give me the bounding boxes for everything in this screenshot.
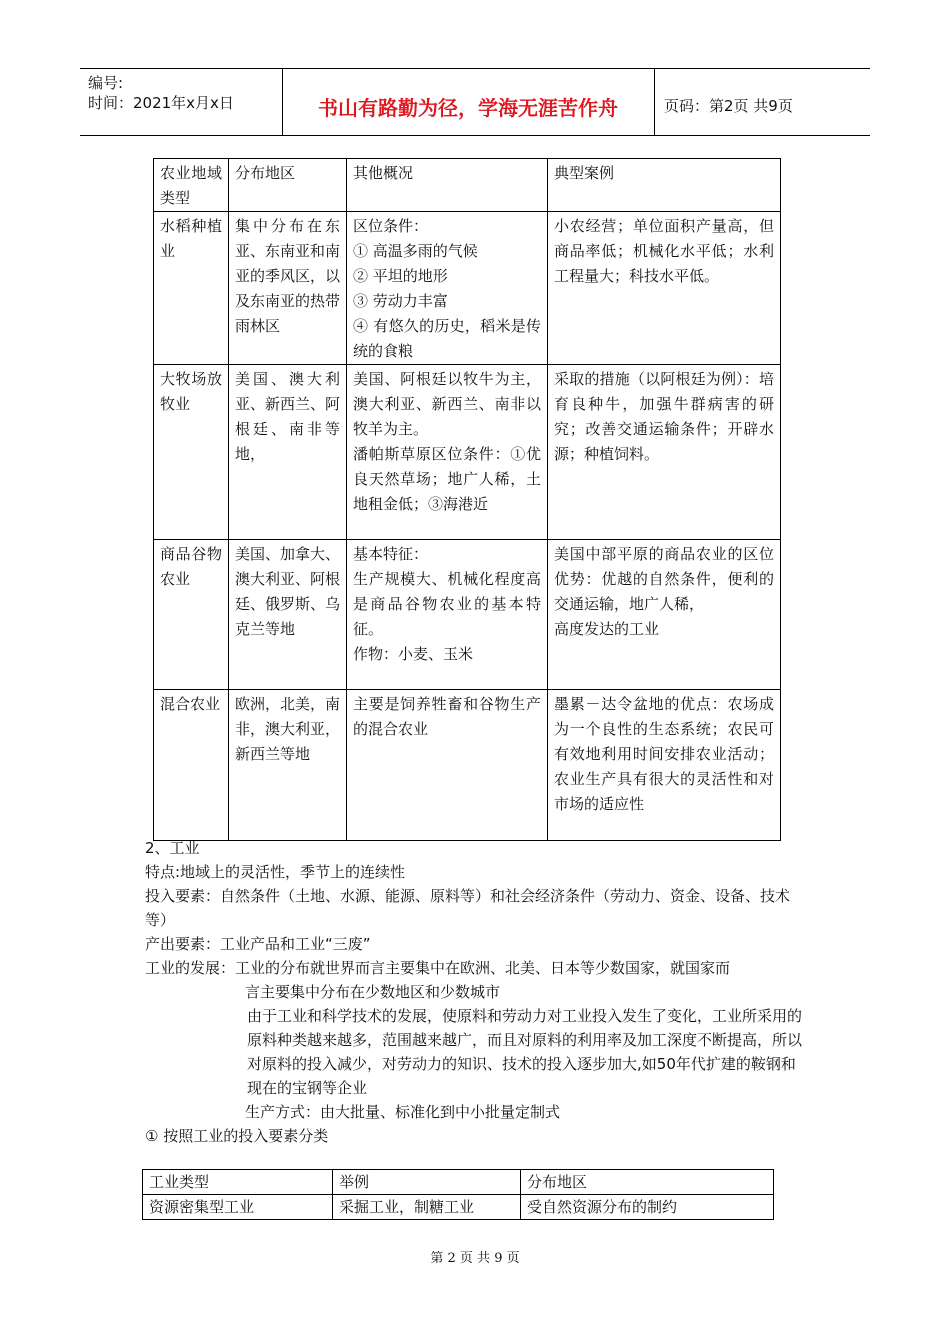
- header-page-label: 页码：第2页 共9页: [664, 97, 793, 115]
- header-cell: 其他概况: [347, 159, 548, 212]
- table-cell: 受自然资源分布的制约: [521, 1195, 774, 1220]
- header-motto: 书山有路勤为径，学海无涯苦作舟: [318, 96, 618, 120]
- overview-line: ① 高温多雨的气候: [353, 242, 478, 260]
- overview-line: 基本特征：: [353, 545, 429, 563]
- agri-region-cell: 欧洲，北美，南非，澳大利亚，新西兰等地: [229, 690, 347, 841]
- header-cell: 分布地区: [229, 159, 347, 212]
- header-cell: 农业地域类型: [154, 159, 229, 212]
- doc-code-label: 编号:: [88, 74, 124, 92]
- agri-type-cell: 商品谷物农业: [154, 540, 229, 690]
- agri-case-cell: 墨累－达令盆地的优点：农场成为一个良性的生态系统；农民可有效地利用时间安排农业活动；农业生产具有很大的灵活性和对市场的适应性: [548, 690, 781, 841]
- table-row: [154, 540, 781, 690]
- industry-section: [145, 836, 810, 1148]
- development-text: 工业的分布就世界而言主要集中在欧洲、北美、日本等少数国家，就国家而: [235, 959, 731, 977]
- header-cell: 典型案例: [548, 159, 781, 212]
- development-cont: 言主要集中分布在少数地区和少数城市: [245, 983, 501, 1001]
- classification-heading: ① 按照工业的投入要素分类: [145, 1127, 329, 1145]
- agri-region-cell: 美国、加拿大、澳大利亚、阿根廷、俄罗斯、乌克兰等地: [229, 540, 347, 690]
- section-title: 2、工业: [145, 839, 200, 857]
- page-footer: 第 2 页 共 9 页: [430, 1251, 520, 1266]
- agri-type-cell: 水稻种植业: [154, 212, 229, 365]
- overview-line: 生产规模大、机械化程度高是商品谷物农业的基本特征。: [353, 570, 541, 638]
- table-header-row: [143, 1170, 774, 1195]
- table-header-row: [154, 159, 781, 212]
- development-label: 工业的发展：: [145, 959, 236, 977]
- header-top-rule: [80, 68, 870, 69]
- agri-case-cell: 小农经营；单位面积产量高，但商品率低；机械化水平低；水利工程量大；科技水平低。: [548, 212, 781, 365]
- agri-overview-cell: [347, 690, 548, 841]
- agri-type-cell: 混合农业: [154, 690, 229, 841]
- agri-case-cell: 采取的措施（以阿根廷为例）：培育良种牛，加强牛群病害的研究；改善交通运输条件；开辟水源；种植饲料。: [548, 365, 781, 540]
- features-line: 特点:地域上的灵活性，季节上的连续性: [145, 863, 406, 881]
- table-row: [154, 690, 781, 841]
- table-cell: 采掘工业，制糖工业: [333, 1195, 521, 1220]
- overview-line: 美国、阿根廷以牧牛为主，澳大利亚、新西兰、南非以牧羊为主。: [353, 370, 541, 438]
- inputs-line: 投入要素：自然条件（土地、水源、能源、原料等）和社会经济条件（劳动力、资金、设备、技术等）: [145, 887, 791, 929]
- header-cell: 举例: [333, 1170, 521, 1195]
- agri-overview-cell: [347, 365, 548, 540]
- industry-table: [142, 1169, 774, 1220]
- production-mode: 生产方式：由大批量、标准化到中小批量定制式: [245, 1103, 561, 1121]
- case-text-extra: 高度发达的工业: [554, 620, 660, 638]
- header-cell: 分布地区: [521, 1170, 774, 1195]
- table-row: [154, 365, 781, 540]
- agri-overview-cell: [347, 540, 548, 690]
- overview-line: 作物：小麦、玉米: [353, 645, 474, 663]
- development-paragraph: 由于工业和科学技术的发展，使原料和劳动力对工业投入发生了变化，工业所采用的原料种类越来越多，范围越来越广，而且对原料的利用率及加工深度不断提高，所以对原料的投入减少，对劳动力的知识、技术的投入逐步加大,如50年代扩建的鞍钢和现在的宝钢等企业: [247, 1007, 803, 1097]
- agri-overview-cell: [347, 212, 548, 365]
- table-row: [154, 212, 781, 365]
- overview-line: ② 平坦的地形: [353, 267, 448, 285]
- outputs-line: 产出要素：工业产品和工业“三废”: [145, 935, 371, 953]
- agri-region-cell: 美国、澳大利亚、新西兰、阿根廷、南非等地，: [229, 365, 347, 540]
- agri-type-cell: 大牧场放牧业: [154, 365, 229, 540]
- overview-line: 潘帕斯草原区位条件：①优良天然草场；地广人稀，土地租金低；③海港近: [353, 445, 541, 513]
- case-text: 美国中部平原的商品农业的区位优势：优越的自然条件，便利的交通运输，地广人稀，: [554, 545, 774, 613]
- overview-line: ③ 劳动力丰富: [353, 292, 448, 310]
- overview-line: 主要是饲养牲畜和谷物生产的混合农业: [353, 695, 541, 738]
- agri-region-cell: 集中分布在东亚、东南亚和南亚的季风区，以及东南亚的热带雨林区: [229, 212, 347, 365]
- table-cell: 资源密集型工业: [143, 1195, 333, 1220]
- header-cell: 工业类型: [143, 1170, 333, 1195]
- agriculture-table: [153, 158, 781, 841]
- table-row: [143, 1195, 774, 1220]
- doc-time-label: 时间：2021年x月x日: [88, 94, 234, 112]
- header-bottom-rule: [80, 135, 870, 136]
- development-line: [145, 956, 810, 980]
- header-divider-right: [654, 68, 655, 135]
- overview-line: ④ 有悠久的历史，稻米是传统的食粮: [353, 317, 541, 360]
- overview-line: 区位条件：: [353, 217, 429, 235]
- agri-case-cell: [548, 540, 781, 690]
